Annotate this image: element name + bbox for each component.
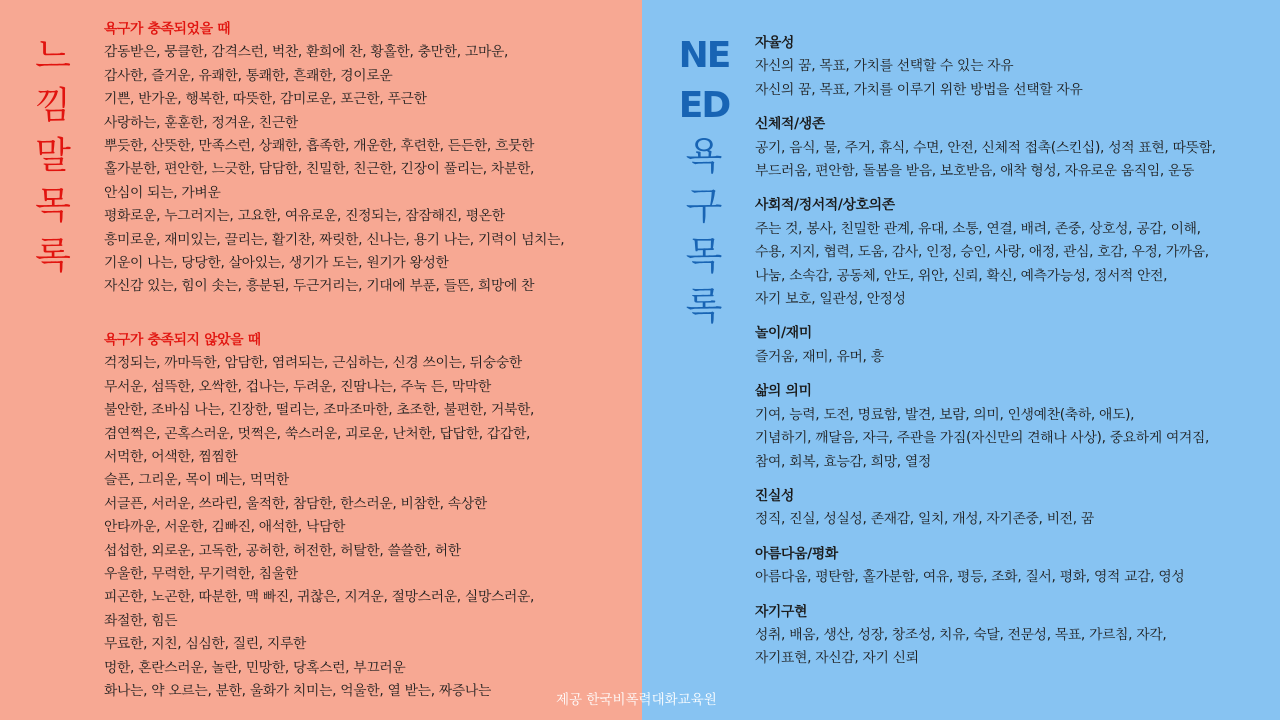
needs-title-char: 록	[685, 284, 723, 328]
satisfied-heading: 욕구가 충족되었을 때	[104, 21, 231, 37]
need-heading: 사회적/정서적/상호의존	[755, 197, 895, 214]
need-line: 자기 보호, 일관성, 안정성	[755, 291, 906, 308]
feeling-line: 평화로운, 누그러지는, 고요한, 여유로운, 진정되는, 잠잠해진, 평온한	[104, 208, 505, 225]
feeling-line: 사랑하는, 훈훈한, 정겨운, 친근한	[104, 114, 298, 131]
feeling-line: 안타까운, 서운한, 김빠진, 애석한, 낙담한	[104, 519, 346, 536]
feeling-line: 걱정되는, 까마득한, 암담한, 염려되는, 근심하는, 신경 쓰이는, 뒤숭숭한	[104, 355, 522, 372]
unsatisfied-heading: 욕구가 충족되지 않았을 때	[104, 331, 261, 348]
feelings-title-char: 낌	[35, 84, 71, 127]
needs-title-char: 목	[685, 234, 723, 278]
needs-title-char: 욕	[685, 134, 723, 178]
need-line: 기념하기, 깨달음, 자극, 주관을 가짐(자신만의 견해나 사상), 중요하게 여겨짐,	[755, 430, 1210, 447]
source-credit: 제공 한국비폭력대화교육원	[556, 692, 717, 708]
feeling-line: 좌절한, 힘든	[104, 612, 178, 629]
need-line: 자기표현, 자신감, 자기 신뢰	[755, 650, 919, 667]
need-line: 기여, 능력, 도전, 명료함, 발견, 보람, 의미, 인생예찬(축하, 애도),	[755, 406, 1135, 423]
feeling-line: 겸연쩍은, 곤혹스러운, 멋쩍은, 쑥스러운, 괴로운, 난처한, 답답한, 갑갑한,	[104, 425, 531, 442]
feelings-title-char: 록	[35, 234, 71, 277]
need-line: 자신의 꿈, 목표, 가치를 선택할 수 있는 자유	[755, 58, 1014, 75]
feeling-line: 흥미로운, 재미있는, 끌리는, 활기찬, 짜릿한, 신나는, 용기 나는, 기력이 넘치는,	[104, 231, 565, 248]
need-line: 즐거움, 재미, 유머, 흥	[755, 348, 884, 365]
need-heading: 신체적/생존	[755, 116, 825, 133]
need-line: 수용, 지지, 협력, 도움, 감사, 인정, 승인, 사랑, 애정, 관심, 호감, 우정, 가까움,	[755, 244, 1209, 261]
feeling-line: 화나는, 약 오르는, 분한, 울화가 치미는, 억울한, 열 받는, 짜증나는	[104, 682, 491, 699]
need-line: 성취, 배움, 생산, 성장, 창조성, 치유, 숙달, 전문성, 목표, 가르침, 자각,	[755, 626, 1167, 643]
need-heading: 자기구현	[755, 603, 808, 620]
feelings-title-char: 느	[35, 34, 71, 77]
need-line: 아름다움, 평탄함, 홀가분함, 여유, 평등, 조화, 질서, 평화, 영적 교감, 영성	[755, 569, 1185, 586]
feeling-line: 무서운, 섬뜩한, 오싹한, 겁나는, 두려운, 진땀나는, 주눅 든, 막막한	[104, 378, 491, 395]
need-heading: 진실성	[755, 487, 795, 504]
feeling-line: 피곤한, 노곤한, 따분한, 맥 빠진, 귀찮은, 지겨운, 절망스러운, 실망스러운,	[104, 589, 535, 606]
feeling-line: 불안한, 조바심 나는, 긴장한, 떨리는, 조마조마한, 초조한, 불편한, 거북한,	[104, 402, 535, 419]
feeling-line: 뿌듯한, 산뜻한, 만족스런, 상쾌한, 흡족한, 개운한, 후련한, 든든한, 흐뭇한	[104, 138, 535, 155]
need-line: 참여, 회복, 효능감, 희망, 열정	[755, 453, 931, 470]
feeling-line: 슬픈, 그리운, 목이 메는, 먹먹한	[104, 472, 289, 489]
needs-title-en: ED	[678, 85, 730, 126]
feelings-title-char: 말	[35, 134, 71, 177]
needs-title	[674, 31, 734, 331]
needs-title-en: NE	[678, 35, 730, 76]
need-line: 나눔, 소속감, 공동체, 안도, 위안, 신뢰, 확신, 예측가능성, 정서적 안전,	[755, 267, 1168, 284]
need-line: 정직, 진실, 성실성, 존재감, 일치, 개성, 자기존중, 비전, 꿈	[755, 511, 1094, 528]
feelings-list	[104, 18, 634, 703]
need-line: 공기, 음식, 물, 주거, 휴식, 수면, 안전, 신체적 접촉(스킨십), 성적 표현, 따뜻함,	[755, 139, 1216, 156]
need-heading: 아름다움/평화	[755, 545, 838, 562]
feeling-line: 기운이 나는, 당당한, 살아있는, 생기가 도는, 원기가 왕성한	[104, 255, 449, 272]
needs-list	[755, 32, 1270, 671]
feeling-line: 기쁜, 반가운, 행복한, 따뜻한, 감미로운, 포근한, 푸근한	[104, 91, 427, 108]
feeling-line: 멍한, 혼란스러운, 놀란, 민망한, 당혹스런, 부끄러운	[104, 659, 406, 676]
need-heading: 자율성	[755, 35, 795, 51]
feeling-line: 감사한, 즐거운, 유쾌한, 통쾌한, 흔쾌한, 경이로운	[104, 67, 393, 84]
feelings-title	[32, 31, 74, 281]
feeling-line: 우울한, 무력한, 무기력한, 침울한	[104, 565, 298, 582]
feelings-title-char: 목	[35, 184, 71, 227]
feeling-line: 안심이 되는, 가벼운	[104, 184, 221, 201]
need-heading: 삶의 의미	[755, 383, 812, 400]
need-line: 부드러움, 편안함, 돌봄을 받음, 보호받음, 애착 형성, 자유로운 움직임, 운동	[755, 163, 1195, 180]
feeling-line: 서글픈, 서러운, 쓰라린, 울적한, 참담한, 한스러운, 비참한, 속상한	[104, 495, 487, 512]
needs-title-char: 구	[685, 184, 723, 228]
feeling-line: 홀가분한, 편안한, 느긋한, 담담한, 친밀한, 친근한, 긴장이 풀리는, 차분한,	[104, 161, 535, 178]
feeling-line: 서먹한, 어색한, 찜찜한	[104, 448, 238, 465]
need-heading: 놀이/재미	[755, 325, 812, 342]
feeling-line: 섭섭한, 외로운, 고독한, 공허한, 허전한, 허탈한, 쓸쓸한, 허한	[104, 542, 461, 559]
feeling-line: 무료한, 지친, 심심한, 질린, 지루한	[104, 636, 307, 653]
need-line: 주는 것, 봉사, 친밀한 관계, 유대, 소통, 연결, 배려, 존중, 상호성, 공감, 이해,	[755, 220, 1201, 237]
feeling-line: 자신감 있는, 힘이 솟는, 흥분된, 두근거리는, 기대에 부푼, 들뜬, 희망에 찬	[104, 278, 535, 295]
feeling-line: 감동받은, 뭉클한, 감격스런, 벅찬, 환희에 찬, 황홀한, 충만한, 고마운,	[104, 44, 509, 61]
need-line: 자신의 꿈, 목표, 가치를 이루기 위한 방법을 선택할 자유	[755, 81, 1083, 98]
